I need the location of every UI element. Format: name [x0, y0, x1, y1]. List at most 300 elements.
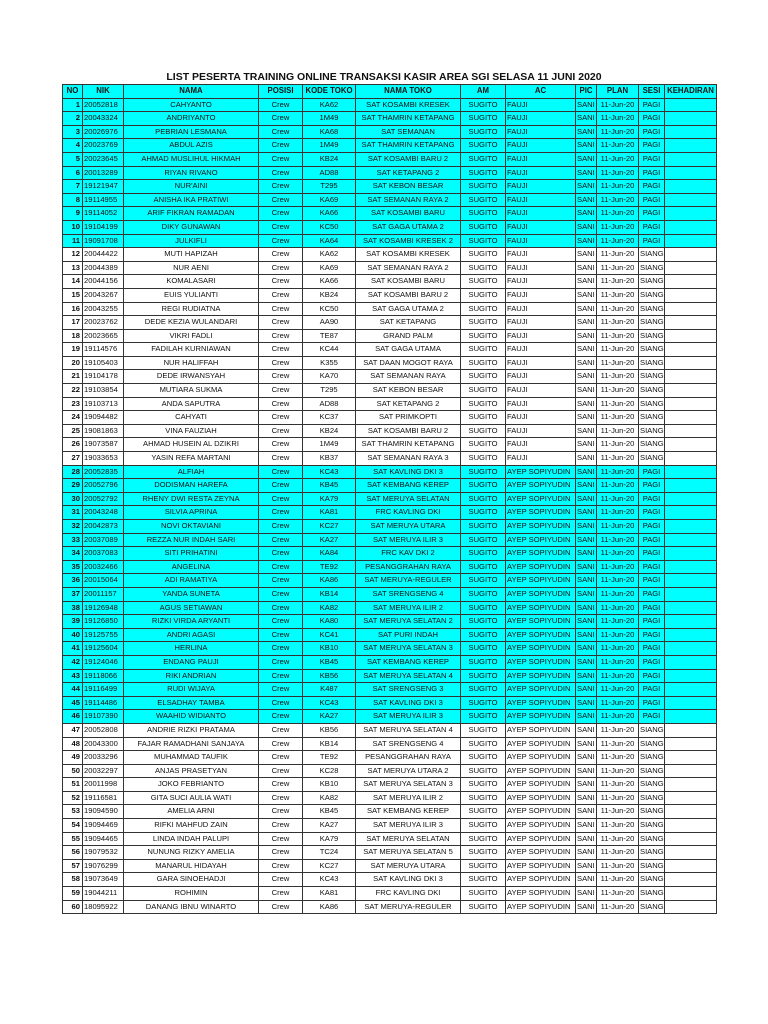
cell-pic: SANI [576, 261, 597, 275]
cell-pic: SANI [576, 805, 597, 819]
cell-no: 59 [63, 887, 83, 901]
cell-pic: SANI [576, 180, 597, 194]
cell-no: 16 [63, 302, 83, 316]
cell-nama: YANDA SUNETA [124, 587, 259, 601]
cell-posisi: Crew [259, 533, 303, 547]
cell-pic: SANI [576, 343, 597, 357]
cell-pic: SANI [576, 642, 597, 656]
cell-nama-toko: SAT KEMBANG KEREP [356, 655, 461, 669]
cell-kehadiran [665, 234, 717, 248]
cell-kode-toko: KC50 [303, 302, 356, 316]
cell-sesi: PAGI [639, 465, 665, 479]
cell-pic: SANI [576, 220, 597, 234]
cell-am: SUGITO [461, 98, 506, 112]
cell-ac: AYEP SOPIYUDIN [506, 506, 576, 520]
cell-plan: 11-Jun-20 [597, 642, 639, 656]
cell-sesi: PAGI [639, 560, 665, 574]
cell-pic: SANI [576, 710, 597, 724]
cell-pic: SANI [576, 832, 597, 846]
cell-kode-toko: KA81 [303, 887, 356, 901]
cell-nik: 20013289 [83, 166, 124, 180]
cell-plan: 11-Jun-20 [597, 547, 639, 561]
cell-posisi: Crew [259, 805, 303, 819]
cell-nik: 19079532 [83, 846, 124, 860]
cell-posisi: Crew [259, 356, 303, 370]
cell-am: SUGITO [461, 778, 506, 792]
cell-nik: 20052808 [83, 723, 124, 737]
cell-posisi: Crew [259, 791, 303, 805]
cell-nama-toko: SAT KETAPANG 2 [356, 397, 461, 411]
cell-plan: 11-Jun-20 [597, 846, 639, 860]
cell-ac: FAUJI [506, 384, 576, 398]
cell-pic: SANI [576, 560, 597, 574]
cell-plan: 11-Jun-20 [597, 411, 639, 425]
cell-nama: DANANG IBNU WINARTO [124, 900, 259, 914]
cell-kode-toko: KA62 [303, 248, 356, 262]
cell-nama: SITI PRIHATINI [124, 547, 259, 561]
cell-pic: SANI [576, 873, 597, 887]
cell-am: SUGITO [461, 574, 506, 588]
cell-plan: 11-Jun-20 [597, 248, 639, 262]
cell-nama: ANDA SAPUTRA [124, 397, 259, 411]
cell-nama-toko: SAT MERUYA SELATAN 4 [356, 669, 461, 683]
cell-kode-toko: 1M49 [303, 139, 356, 153]
cell-nama: DIKY GUNAWAN [124, 220, 259, 234]
cell-posisi: Crew [259, 234, 303, 248]
header-nama-toko: NAMA TOKO [356, 85, 461, 99]
cell-am: SUGITO [461, 710, 506, 724]
cell-no: 7 [63, 180, 83, 194]
cell-plan: 11-Jun-20 [597, 791, 639, 805]
cell-am: SUGITO [461, 859, 506, 873]
cell-no: 49 [63, 751, 83, 765]
cell-nama-toko: SAT DAAN MOGOT RAYA [356, 356, 461, 370]
cell-nama: NUR HALIFFAH [124, 356, 259, 370]
table-row [63, 397, 717, 411]
cell-nik: 19081863 [83, 424, 124, 438]
cell-ac: FAUJI [506, 125, 576, 139]
cell-sesi: SIANG [639, 329, 665, 343]
cell-sesi: SIANG [639, 819, 665, 833]
cell-no: 44 [63, 683, 83, 697]
cell-kehadiran [665, 248, 717, 262]
cell-posisi: Crew [259, 411, 303, 425]
cell-kode-toko: KA82 [303, 791, 356, 805]
cell-pic: SANI [576, 248, 597, 262]
cell-kode-toko: KB56 [303, 723, 356, 737]
cell-sesi: SIANG [639, 873, 665, 887]
cell-posisi: Crew [259, 764, 303, 778]
cell-kode-toko: KA27 [303, 819, 356, 833]
cell-am: SUGITO [461, 669, 506, 683]
cell-sesi: SIANG [639, 288, 665, 302]
cell-ac: AYEP SOPIYUDIN [506, 873, 576, 887]
cell-sesi: SIANG [639, 846, 665, 860]
cell-pic: SANI [576, 234, 597, 248]
cell-sesi: PAGI [639, 710, 665, 724]
cell-kehadiran [665, 819, 717, 833]
cell-nama-toko: SAT MERUYA ILIR 3 [356, 533, 461, 547]
table-row [63, 465, 717, 479]
cell-nama-toko: SAT KOSAMBI BARU 2 [356, 152, 461, 166]
cell-nik: 20043248 [83, 506, 124, 520]
cell-am: SUGITO [461, 492, 506, 506]
cell-nama-toko: SAT THAMRIN KETAPANG [356, 438, 461, 452]
cell-am: SUGITO [461, 887, 506, 901]
cell-nama-toko: SAT KOSAMBI BARU 2 [356, 288, 461, 302]
cell-sesi: SIANG [639, 791, 665, 805]
cell-pic: SANI [576, 669, 597, 683]
cell-posisi: Crew [259, 302, 303, 316]
cell-sesi: SIANG [639, 343, 665, 357]
cell-no: 8 [63, 193, 83, 207]
cell-nik: 18095922 [83, 900, 124, 914]
cell-ac: AYEP SOPIYUDIN [506, 587, 576, 601]
cell-kode-toko: KA27 [303, 710, 356, 724]
cell-sesi: PAGI [639, 193, 665, 207]
cell-pic: SANI [576, 723, 597, 737]
cell-kode-toko: KC44 [303, 343, 356, 357]
cell-posisi: Crew [259, 152, 303, 166]
cell-plan: 11-Jun-20 [597, 710, 639, 724]
cell-kehadiran [665, 424, 717, 438]
table-row [63, 329, 717, 343]
cell-nik: 19073587 [83, 438, 124, 452]
cell-kehadiran [665, 873, 717, 887]
cell-ac: AYEP SOPIYUDIN [506, 900, 576, 914]
cell-no: 45 [63, 696, 83, 710]
cell-nama: VINA FAUZIAH [124, 424, 259, 438]
cell-kehadiran [665, 356, 717, 370]
cell-nik: 19116499 [83, 683, 124, 697]
cell-kode-toko: KA66 [303, 207, 356, 221]
cell-nik: 19076299 [83, 859, 124, 873]
cell-kehadiran [665, 900, 717, 914]
table-row [63, 220, 717, 234]
cell-posisi: Crew [259, 696, 303, 710]
cell-plan: 11-Jun-20 [597, 166, 639, 180]
cell-nik: 19116581 [83, 791, 124, 805]
cell-no: 46 [63, 710, 83, 724]
cell-pic: SANI [576, 683, 597, 697]
cell-nama-toko: SAT MERUYA-REGULER [356, 900, 461, 914]
cell-plan: 11-Jun-20 [597, 465, 639, 479]
cell-kode-toko: KB10 [303, 642, 356, 656]
cell-kode-toko: KA64 [303, 234, 356, 248]
cell-kode-toko: KA69 [303, 193, 356, 207]
cell-nik: 20043255 [83, 302, 124, 316]
cell-kode-toko: KC37 [303, 411, 356, 425]
cell-plan: 11-Jun-20 [597, 492, 639, 506]
cell-posisi: Crew [259, 520, 303, 534]
cell-nik: 20032466 [83, 560, 124, 574]
cell-no: 23 [63, 397, 83, 411]
cell-nama-toko: SAT KETAPANG [356, 316, 461, 330]
cell-plan: 11-Jun-20 [597, 683, 639, 697]
table-row [63, 819, 717, 833]
cell-sesi: PAGI [639, 683, 665, 697]
cell-am: SUGITO [461, 560, 506, 574]
cell-no: 38 [63, 601, 83, 615]
cell-ac: AYEP SOPIYUDIN [506, 846, 576, 860]
cell-kehadiran [665, 316, 717, 330]
cell-sesi: PAGI [639, 587, 665, 601]
cell-no: 26 [63, 438, 83, 452]
cell-sesi: SIANG [639, 805, 665, 819]
cell-ac: AYEP SOPIYUDIN [506, 710, 576, 724]
cell-am: SUGITO [461, 384, 506, 398]
cell-sesi: SIANG [639, 751, 665, 765]
cell-plan: 11-Jun-20 [597, 370, 639, 384]
cell-kehadiran [665, 492, 717, 506]
cell-kode-toko: T295 [303, 180, 356, 194]
cell-am: SUGITO [461, 125, 506, 139]
cell-kehadiran [665, 275, 717, 289]
cell-nama: AHMAD MUSLIHUL HIKMAH [124, 152, 259, 166]
cell-sesi: SIANG [639, 261, 665, 275]
cell-plan: 11-Jun-20 [597, 533, 639, 547]
cell-no: 58 [63, 873, 83, 887]
cell-pic: SANI [576, 492, 597, 506]
cell-nama-toko: SAT KAVLING DKI 3 [356, 465, 461, 479]
cell-nik: 20044156 [83, 275, 124, 289]
table-row [63, 316, 717, 330]
table-row [63, 846, 717, 860]
table-row [63, 696, 717, 710]
cell-nama-toko: SAT MERUYA UTARA [356, 520, 461, 534]
cell-pic: SANI [576, 547, 597, 561]
cell-kehadiran [665, 384, 717, 398]
cell-nama: AGUS SETIAWAN [124, 601, 259, 615]
cell-ac: AYEP SOPIYUDIN [506, 520, 576, 534]
cell-plan: 11-Jun-20 [597, 859, 639, 873]
cell-nama-toko: SAT GAGA UTAMA [356, 343, 461, 357]
cell-ac: FAUJI [506, 98, 576, 112]
cell-pic: SANI [576, 193, 597, 207]
cell-no: 34 [63, 547, 83, 561]
cell-kehadiran [665, 397, 717, 411]
cell-kehadiran [665, 479, 717, 493]
cell-kode-toko: KA70 [303, 370, 356, 384]
cell-posisi: Crew [259, 343, 303, 357]
cell-no: 21 [63, 370, 83, 384]
cell-sesi: SIANG [639, 397, 665, 411]
cell-nama: NUR AENI [124, 261, 259, 275]
cell-sesi: PAGI [639, 520, 665, 534]
cell-kehadiran [665, 506, 717, 520]
cell-ac: AYEP SOPIYUDIN [506, 737, 576, 751]
table-row [63, 778, 717, 792]
cell-am: SUGITO [461, 764, 506, 778]
cell-nama: AMELIA ARNI [124, 805, 259, 819]
cell-posisi: Crew [259, 452, 303, 466]
cell-am: SUGITO [461, 615, 506, 629]
cell-plan: 11-Jun-20 [597, 560, 639, 574]
cell-am: SUGITO [461, 370, 506, 384]
cell-nama: RIZKI VIRDA ARYANTI [124, 615, 259, 629]
cell-plan: 11-Jun-20 [597, 234, 639, 248]
cell-nama-toko: SAT KAVLING DKI 3 [356, 696, 461, 710]
cell-nama-toko: SAT MERUYA SELATAN 3 [356, 642, 461, 656]
cell-no: 57 [63, 859, 83, 873]
cell-plan: 11-Jun-20 [597, 152, 639, 166]
header-posisi: POSISI [259, 85, 303, 99]
cell-no: 18 [63, 329, 83, 343]
cell-no: 9 [63, 207, 83, 221]
cell-kode-toko: KB24 [303, 152, 356, 166]
cell-nama-toko: SAT SEMANAN RAYA 2 [356, 261, 461, 275]
cell-posisi: Crew [259, 438, 303, 452]
cell-kehadiran [665, 533, 717, 547]
cell-pic: SANI [576, 411, 597, 425]
cell-am: SUGITO [461, 655, 506, 669]
document-title: LIST PESERTA TRAINING ONLINE TRANSAKSI KASIR AREA SGI SELASA 11 JUNI 2020 [166, 71, 602, 83]
cell-am: SUGITO [461, 438, 506, 452]
cell-nama: RIKI ANDRIAN [124, 669, 259, 683]
cell-kode-toko: KA66 [303, 275, 356, 289]
cell-no: 20 [63, 356, 83, 370]
cell-nama: RUDI WIJAYA [124, 683, 259, 697]
cell-am: SUGITO [461, 397, 506, 411]
cell-nik: 19125755 [83, 628, 124, 642]
cell-nik: 19073649 [83, 873, 124, 887]
cell-am: SUGITO [461, 152, 506, 166]
cell-nama: NUR'AINI [124, 180, 259, 194]
cell-ac: FAUJI [506, 180, 576, 194]
cell-nik: 20042873 [83, 520, 124, 534]
cell-am: SUGITO [461, 465, 506, 479]
cell-kehadiran [665, 411, 717, 425]
cell-nama: LINDA INDAH PALUPI [124, 832, 259, 846]
table-row [63, 275, 717, 289]
table-row [63, 887, 717, 901]
cell-nama-toko: SAT MERUYA SELATAN 3 [356, 778, 461, 792]
cell-pic: SANI [576, 302, 597, 316]
cell-pic: SANI [576, 601, 597, 615]
table-row [63, 547, 717, 561]
cell-posisi: Crew [259, 683, 303, 697]
cell-kode-toko: KC27 [303, 859, 356, 873]
cell-posisi: Crew [259, 751, 303, 765]
cell-sesi: PAGI [639, 642, 665, 656]
cell-nama-toko: SAT PURI INDAH [356, 628, 461, 642]
cell-sesi: PAGI [639, 655, 665, 669]
cell-plan: 11-Jun-20 [597, 601, 639, 615]
cell-no: 28 [63, 465, 83, 479]
cell-kehadiran [665, 669, 717, 683]
cell-am: SUGITO [461, 166, 506, 180]
header-nama: NAMA [124, 85, 259, 99]
cell-am: SUGITO [461, 139, 506, 153]
cell-no: 40 [63, 628, 83, 642]
cell-posisi: Crew [259, 288, 303, 302]
cell-no: 33 [63, 533, 83, 547]
cell-kode-toko: K355 [303, 356, 356, 370]
cell-posisi: Crew [259, 180, 303, 194]
cell-ac: AYEP SOPIYUDIN [506, 751, 576, 765]
cell-nama: SILVIA APRINA [124, 506, 259, 520]
cell-nama-toko: FRC KAV DKI 2 [356, 547, 461, 561]
cell-nama-toko: SAT GAGA UTAMA 2 [356, 220, 461, 234]
cell-am: SUGITO [461, 873, 506, 887]
cell-no: 22 [63, 384, 83, 398]
cell-posisi: Crew [259, 424, 303, 438]
cell-kode-toko: TE87 [303, 329, 356, 343]
cell-kode-toko: AD88 [303, 397, 356, 411]
table-row [63, 288, 717, 302]
table-row [63, 533, 717, 547]
cell-ac: AYEP SOPIYUDIN [506, 655, 576, 669]
header-nik: NIK [83, 85, 124, 99]
cell-kode-toko: KA81 [303, 506, 356, 520]
cell-kehadiran [665, 520, 717, 534]
table-row [63, 642, 717, 656]
cell-pic: SANI [576, 356, 597, 370]
cell-kehadiran [665, 125, 717, 139]
table-row [63, 152, 717, 166]
cell-nama: RIFKI MAHFUD ZAIN [124, 819, 259, 833]
cell-kehadiran [665, 302, 717, 316]
cell-plan: 11-Jun-20 [597, 669, 639, 683]
table-row [63, 791, 717, 805]
cell-pic: SANI [576, 764, 597, 778]
cell-nik: 19107390 [83, 710, 124, 724]
cell-am: SUGITO [461, 411, 506, 425]
cell-nama-toko: SAT MERUYA UTARA [356, 859, 461, 873]
cell-nama: REGI RUDIATNA [124, 302, 259, 316]
cell-nik: 20052818 [83, 98, 124, 112]
cell-nama: EUIS YULIANTI [124, 288, 259, 302]
cell-am: SUGITO [461, 343, 506, 357]
cell-nama-toko: SAT KOSAMBI BARU 2 [356, 424, 461, 438]
cell-nik: 19125604 [83, 642, 124, 656]
cell-nama: ANDRIE RIZKI PRATAMA [124, 723, 259, 737]
cell-plan: 11-Jun-20 [597, 112, 639, 126]
cell-sesi: PAGI [639, 492, 665, 506]
cell-kehadiran [665, 152, 717, 166]
cell-sesi: SIANG [639, 737, 665, 751]
cell-plan: 11-Jun-20 [597, 275, 639, 289]
cell-nama: AHMAD HUSEIN AL DZIKRI [124, 438, 259, 452]
cell-ac: AYEP SOPIYUDIN [506, 723, 576, 737]
cell-am: SUGITO [461, 533, 506, 547]
cell-no: 13 [63, 261, 83, 275]
cell-nama-toko: SAT GAGA UTAMA 2 [356, 302, 461, 316]
cell-kode-toko: KC43 [303, 696, 356, 710]
cell-ac: AYEP SOPIYUDIN [506, 887, 576, 901]
cell-sesi: PAGI [639, 547, 665, 561]
cell-kode-toko: KB45 [303, 655, 356, 669]
cell-ac: AYEP SOPIYUDIN [506, 859, 576, 873]
cell-kehadiran [665, 547, 717, 561]
cell-sesi: SIANG [639, 316, 665, 330]
cell-ac: AYEP SOPIYUDIN [506, 696, 576, 710]
cell-posisi: Crew [259, 642, 303, 656]
cell-nik: 20015064 [83, 574, 124, 588]
cell-sesi: SIANG [639, 411, 665, 425]
cell-kode-toko: KB37 [303, 452, 356, 466]
cell-posisi: Crew [259, 846, 303, 860]
table-row [63, 302, 717, 316]
cell-nama-toko: SAT KOSAMBI KRESEK 2 [356, 234, 461, 248]
cell-am: SUGITO [461, 180, 506, 194]
cell-no: 53 [63, 805, 83, 819]
cell-ac: FAUJI [506, 411, 576, 425]
cell-nama-toko: PESANGGRAHAN RAYA [356, 751, 461, 765]
cell-pic: SANI [576, 397, 597, 411]
cell-nama: WAAHID WIDIANTO [124, 710, 259, 724]
cell-plan: 11-Jun-20 [597, 778, 639, 792]
